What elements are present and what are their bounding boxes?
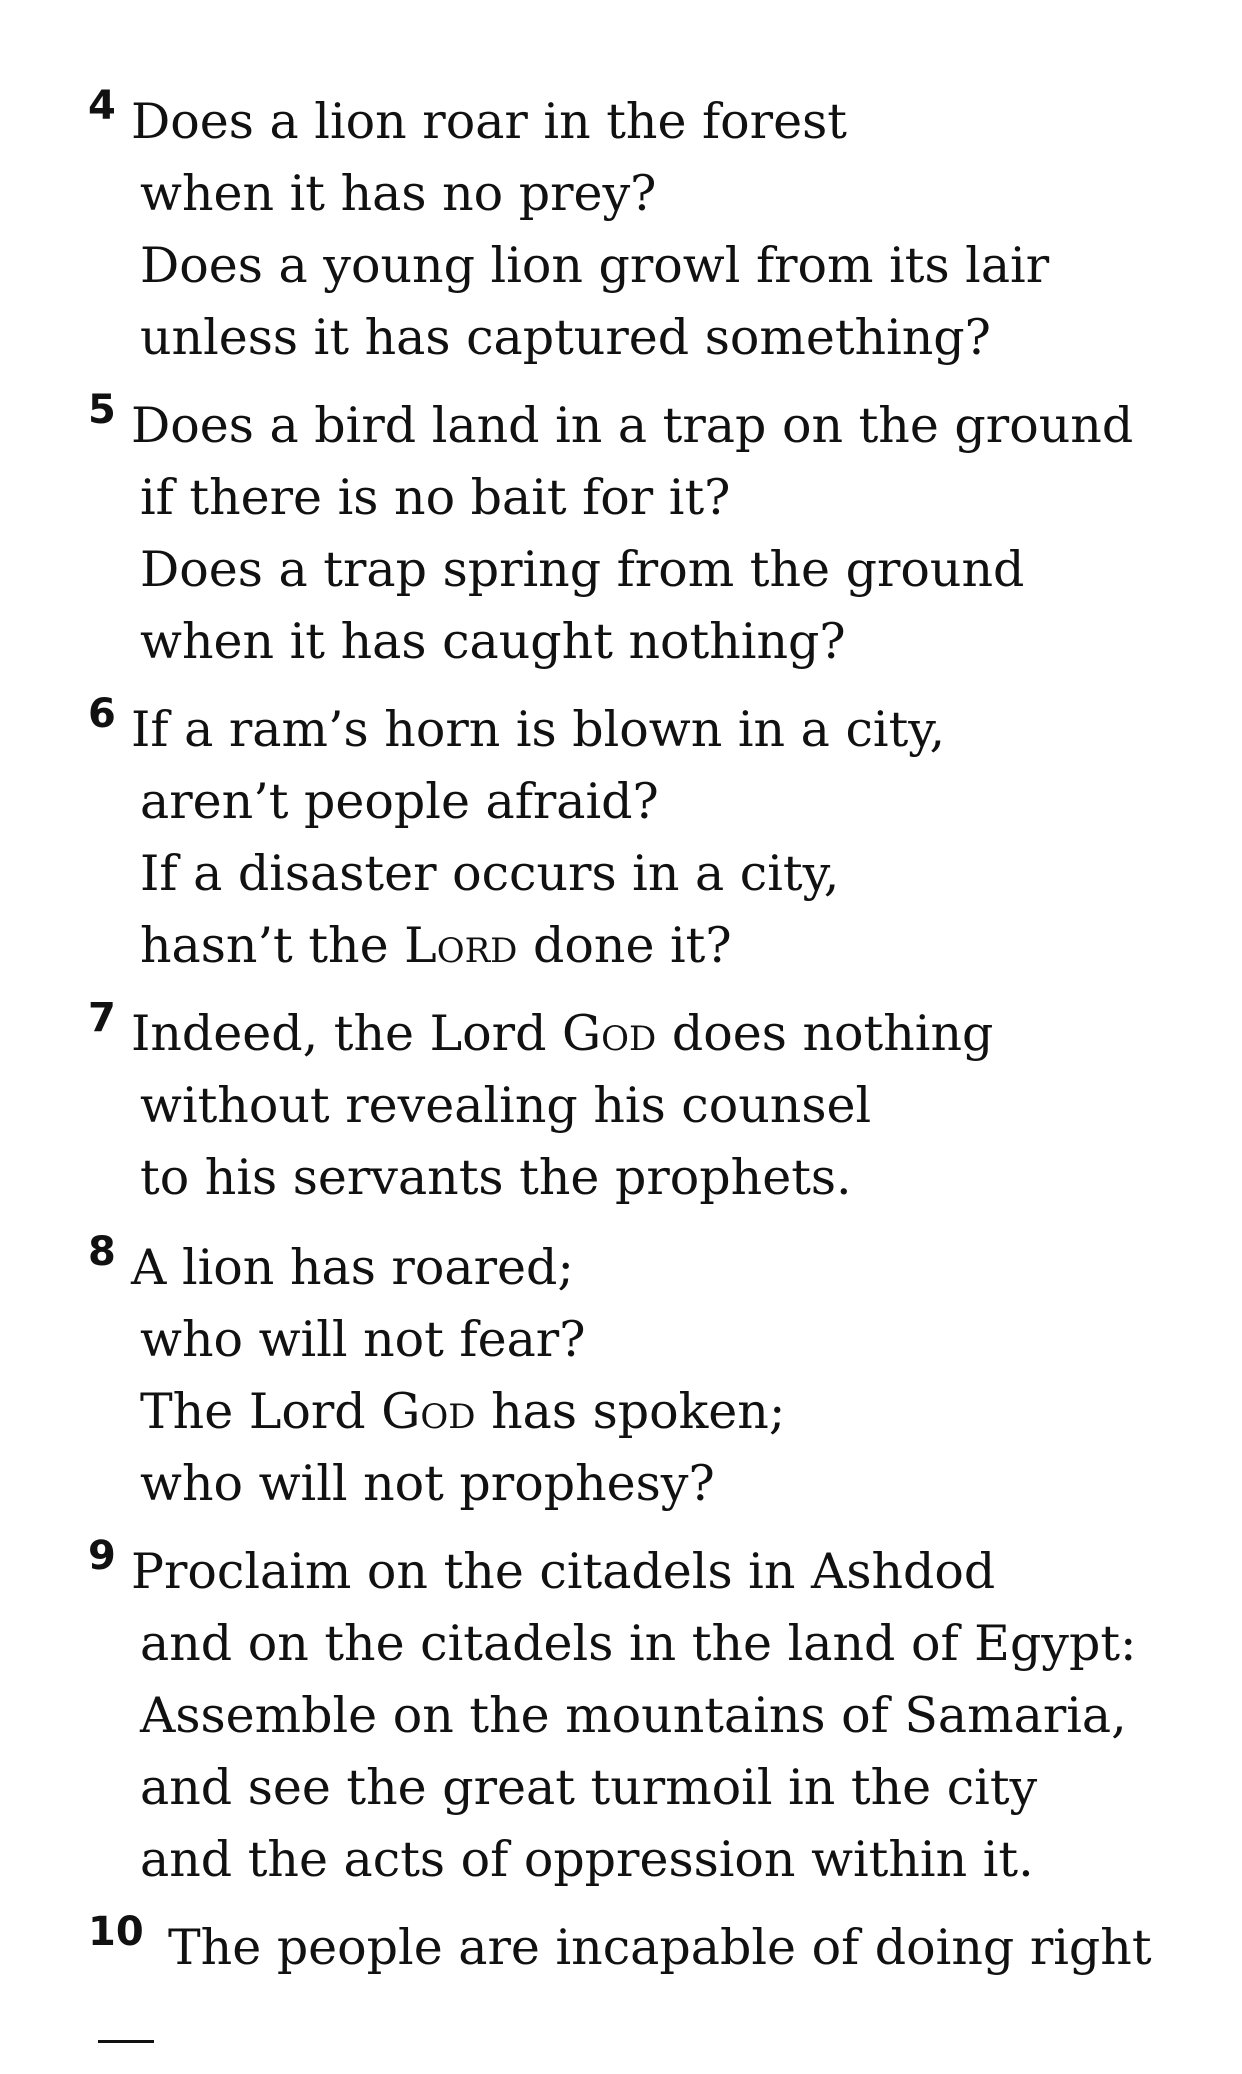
line-text: hasn’t the [140,917,389,974]
verse-line: when it has caught nothing? [140,613,846,670]
verse-4 [88,83,1050,374]
verse-line: if there is no bait for it? [140,469,731,526]
verse-line [140,910,945,982]
line-text: Indeed, the Lord [131,1005,547,1062]
line-text: has spoken; [491,1383,786,1440]
verse-line: without revealing his counsel [140,1077,872,1134]
verse-line: and the acts of oppression within it. [140,1831,1034,1888]
verse-6 [88,691,946,982]
verse-9 [88,1533,1137,1896]
verse-8 [88,1229,786,1520]
divine-name: God [381,1383,476,1440]
verse-number: 6 [88,691,116,737]
verse-line: Does a young lion growl from its lair [140,237,1050,294]
verse-number: 8 [88,1229,116,1275]
verse-number: 4 [88,83,116,129]
verse-line [131,998,993,1070]
verse-number: 5 [88,387,116,433]
continuation-dash [98,2040,154,2043]
verse-number: 10 [88,1909,144,1955]
verse-7 [88,995,994,1214]
verse-line: and see the great turmoil in the city [140,1759,1038,1816]
verse-line: Proclaim on the citadels in Ashdod [131,1543,996,1600]
verse-line: unless it has captured something? [140,309,991,366]
verse-line: aren’t people afraid? [140,773,659,830]
verse-line: when it has no prey? [140,165,657,222]
verse-line: Does a lion roar in the forest [131,93,847,150]
verse-line: If a disaster occurs in a city, [140,845,840,902]
line-text: does nothing [671,1005,994,1062]
verse-line: If a ram’s horn is blown in a city, [131,701,946,758]
verse-line: A lion has roared; [131,1239,574,1296]
line-text: done it? [533,917,732,974]
verse-line: who will not prophesy? [140,1455,715,1512]
verse-line: who will not fear? [140,1311,586,1368]
verse-10 [88,1909,1152,1984]
verse-line: and on the citadels in the land of Egypt: [140,1615,1137,1672]
verse-number: 7 [88,995,116,1041]
verse-line: Does a trap spring from the ground [140,541,1025,598]
verse-5 [88,387,1134,678]
divine-name: God [562,1005,657,1062]
verse-line: Does a bird land in a trap on the ground [131,397,1134,454]
verse-number: 9 [88,1533,116,1579]
verse-line: Assemble on the mountains of Samaria, [140,1687,1127,1744]
dash-glyph [98,2040,99,2041]
verse-line [140,1376,785,1448]
verse-line: The people are incapable of doing right [168,1919,1152,1976]
verse-line: to his servants the prophets. [140,1149,852,1206]
line-text: The Lord [140,1383,366,1440]
divine-name: Lord [404,917,518,974]
